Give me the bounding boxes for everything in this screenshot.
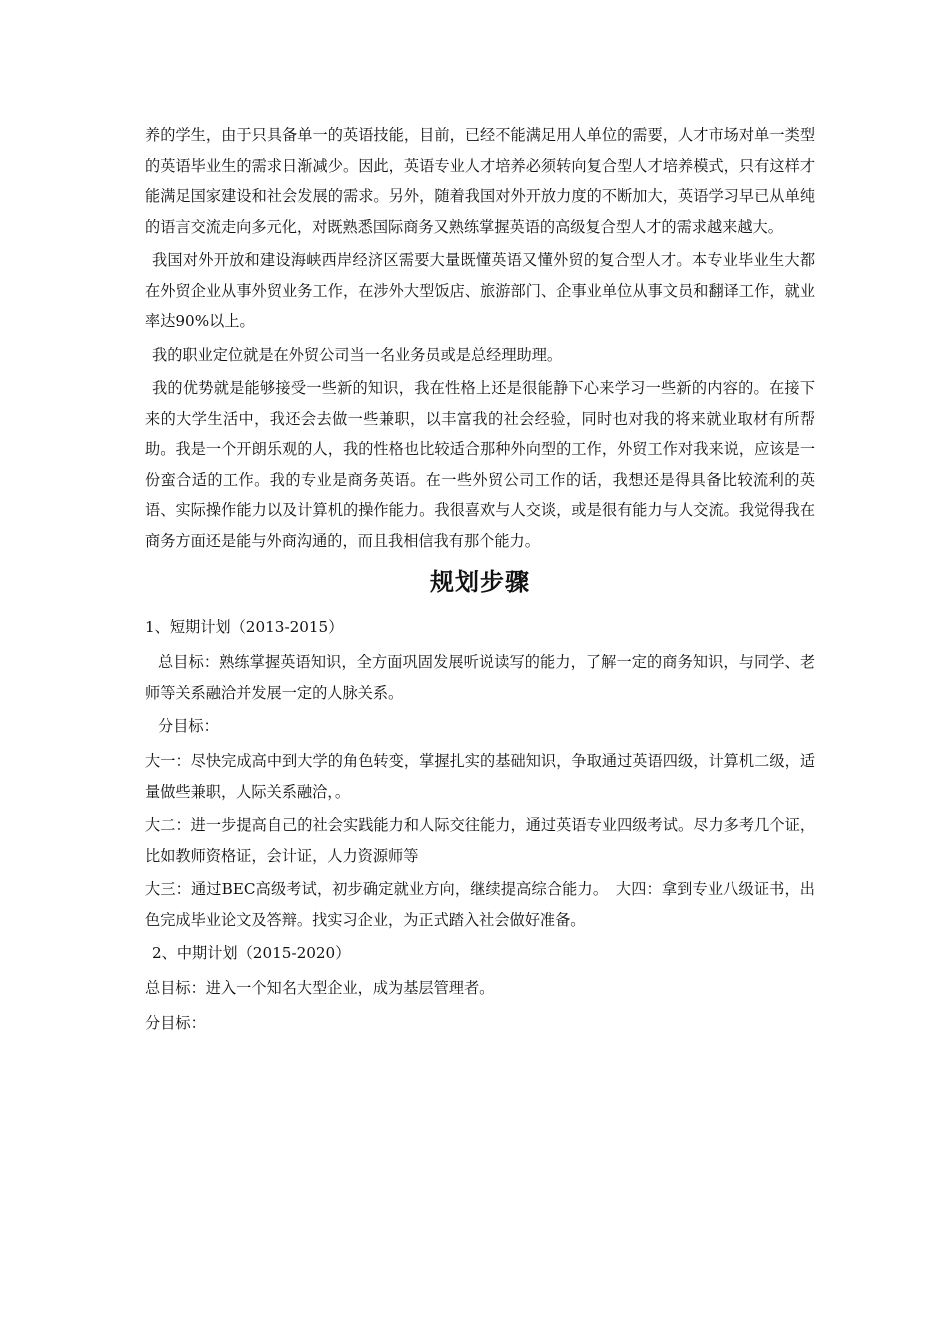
- intro-paragraph-1: 养的学生，由于只具备单一的英语技能，目前，已经不能满足用人单位的需要，人才市场对单一类型的英语毕业生的需求日渐减少。因此，英语专业人才培养必须转向复合型人才培养模式，只有这样才能满足国家建设和社会发展的需求。另外，随着我国对外开放力度的不断加大，英语学习早已从单纯的语言交流走向多元化，对既熟悉国际商务又熟练掌握英语的高级复合型人才的需求越来越大。: [145, 126, 815, 236]
- short-term-year3-4: 大三：通过BEC高级考试，初步确定就业方向，继续提高综合能力。 大四：拿到专业八级证书，出色完成毕业论文及答辩。找实习企业，为正式踏入社会做好准备。: [145, 880, 815, 929]
- short-term-heading: 1、短期计划（2013-2015）: [145, 618, 344, 636]
- mid-term-heading: 2、中期计划（2015-2020）: [152, 944, 351, 962]
- intro-paragraph-4: 我的优势就是能够接受一些新的知识，我在性格上还是很能静下心来学习一些新的内容的。在接下来的大学生活中，我还会去做一些兼职，以丰富我的社会经验，同时也对我的将来就业取材有所帮助。我是一个开朗乐观的人，我的性格也比较适合那种外向型的工作，外贸工作对我来说，应该是一份蛮合适的工作。我的专业是商务英语。在一些外贸公司工作的话，我想还是得具备比较流利的英语、实际操作能力以及计算机的操作能力。我很喜欢与人交谈，或是很有能力与人交流。我觉得我在商务方面还是能与外商沟通的，而且我相信我有那个能力。: [145, 379, 815, 550]
- mid-term-goal: 总目标：进入一个知名大型企业，成为基层管理者。: [145, 979, 495, 997]
- mid-term-sub-label: 分目标：: [145, 1014, 206, 1032]
- short-term-goal: 总目标：熟练掌握英语知识，全方面巩固发展听说读写的能力，了解一定的商务知识，与同学、老师等关系融洽并发展一定的人脉关系。: [145, 653, 815, 702]
- section-title: 规划步骤: [430, 567, 530, 596]
- document-body: [145, 120, 815, 1043]
- intro-paragraph-3: 我的职业定位就是在外贸公司当一名业务员或是总经理助理。: [152, 345, 563, 364]
- intro-paragraph-2: 我国对外开放和建设海峡西岸经济区需要大量既懂英语又懂外贸的复合型人才。本专业毕业生大都在外贸企业从事外贸业务工作，在涉外大型饭店、旅游部门、企事业单位从事文员和翻译工作，就业率达90%以上。: [145, 251, 815, 330]
- short-term-year2: 大二：进一步提高自己的社会实践能力和人际交往能力，通过英语专业四级考试。尽力多考几个证，比如教师资格证，会计证，人力资源师等: [145, 816, 815, 865]
- short-term-sub-label: 分目标：: [158, 717, 219, 735]
- short-term-year1: 大一：尽快完成高中到大学的角色转变，掌握扎实的基础知识，争取通过英语四级，计算机二级，适量做些兼职，人际关系融洽，。: [145, 752, 815, 801]
